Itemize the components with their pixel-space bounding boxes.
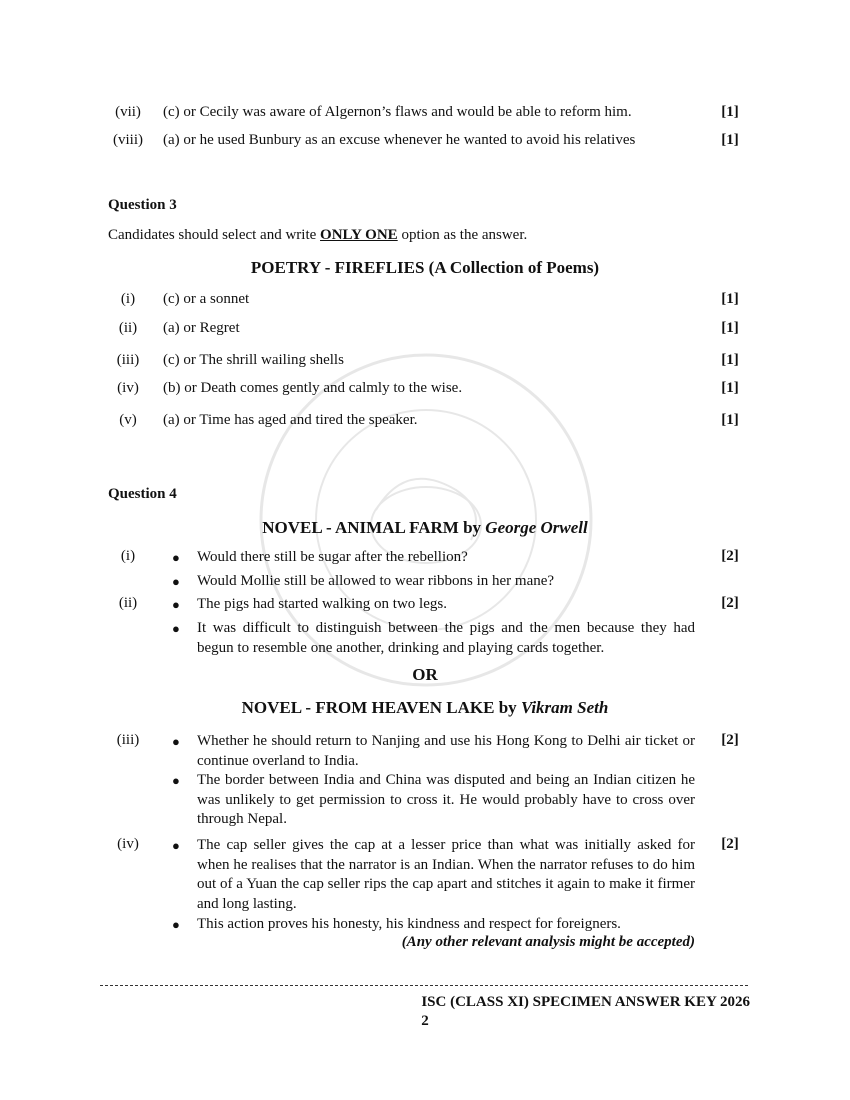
poetry-heading: POETRY - FIREFLIES (A Collection of Poems): [250, 258, 600, 277]
marks: [2]: [721, 732, 739, 748]
heading-text: NOVEL - ANIMAL FARM by: [262, 518, 486, 537]
bullet-icon: ●: [172, 917, 180, 932]
bullet-icon: ●: [172, 574, 180, 589]
answer-text: (a) or Time has aged and tired the speaker.: [163, 412, 418, 428]
question-3-instruction: [108, 227, 527, 244]
answer-text: (c) or The shrill wailing shells: [163, 352, 344, 368]
bullet-text: Would there still be sugar after the rebellion?: [197, 549, 468, 565]
bullet-text: The cap seller gives the cap at a lesser price than what was initially asked for when he realises that the narrator is an Indian. When the narrator refuses to do him out of a Yuan the cap seller rips the cap apart and stitches it again to make it firmer and long lasting.: [197, 837, 695, 912]
item-number: (vii): [115, 104, 141, 120]
item-number: (iv): [117, 380, 139, 396]
bullet-icon: ●: [172, 838, 180, 853]
heading-author: George Orwell: [485, 518, 588, 537]
heading-author: Vikram Seth: [520, 698, 609, 717]
page-number: 2: [421, 1013, 429, 1029]
marks: [2]: [721, 595, 739, 611]
answer-text: (c) or Cecily was aware of Algernon’s flaws and would be able to reform him.: [163, 104, 632, 120]
bullet-text: The pigs had started walking on two legs.: [197, 596, 447, 612]
item-number: (i): [120, 548, 136, 564]
marks: [1]: [721, 352, 739, 368]
item-number: (ii): [118, 320, 138, 336]
examiner-note: (Any other relevant analysis might be accepted): [401, 934, 695, 950]
marks: [1]: [721, 291, 739, 307]
bullet-text: The border between India and China was disputed and being an Indian citizen he was unlikely to get permission to cross it. He would probably have to cross over through Nepal.: [197, 772, 695, 827]
heaven-lake-heading: [0, 698, 850, 718]
item-number: (iii): [116, 732, 140, 748]
marks: [1]: [721, 380, 739, 396]
or-divider: OR: [412, 665, 438, 684]
item-number: (v): [119, 412, 137, 428]
marks: [1]: [721, 412, 739, 428]
answer-text: (a) or he used Bunbury as an excuse whenever he wanted to avoid his relatives: [163, 132, 636, 148]
footer-divider: [100, 985, 748, 986]
footer-title: ISC (CLASS XI) SPECIMEN ANSWER KEY 2026: [421, 994, 750, 1010]
bullet-text: Would Mollie still be allowed to wear ribbons in her mane?: [197, 573, 555, 589]
answer-text: (b) or Death comes gently and calmly to the wise.: [163, 380, 463, 396]
instruction-pre: Candidates should select and write: [108, 227, 321, 243]
marks: [2]: [721, 836, 739, 852]
answer-text: (a) or Regret: [163, 320, 240, 336]
bullet-text: It was difficult to distinguish between the pigs and the men because they had begun to resemble one another, drinking and playing cards together.: [197, 620, 695, 656]
item-number: (iii): [116, 352, 140, 368]
bullet-icon: ●: [172, 550, 180, 565]
bullet-text: Whether he should return to Nanjing and use his Hong Kong to Delhi air ticket or continue overland to India.: [197, 733, 695, 769]
instruction-post: option as the answer.: [397, 227, 528, 243]
marks: [2]: [721, 548, 739, 564]
answer-text: (c) or a sonnet: [163, 291, 250, 307]
bullet-text: This action proves his honesty, his kindness and respect for foreigners.: [197, 916, 621, 932]
marks: [1]: [721, 320, 739, 336]
marks: [1]: [721, 104, 739, 120]
marks: [1]: [721, 132, 739, 148]
item-number: (viii): [113, 132, 143, 148]
bullet-icon: ●: [172, 773, 180, 788]
item-number: (ii): [118, 595, 138, 611]
question-4-title: Question 4: [108, 486, 177, 502]
bullet-icon: ●: [172, 734, 180, 749]
animal-farm-heading: [0, 518, 850, 538]
bullet-icon: ●: [172, 597, 180, 612]
heading-text: NOVEL - FROM HEAVEN LAKE by: [241, 698, 521, 717]
item-number: (i): [120, 291, 136, 307]
item-number: (iv): [117, 836, 139, 852]
bullet-icon: ●: [172, 621, 180, 636]
question-3-title: Question 3: [108, 197, 177, 213]
instruction-emphasis: ONLY ONE: [320, 227, 398, 243]
